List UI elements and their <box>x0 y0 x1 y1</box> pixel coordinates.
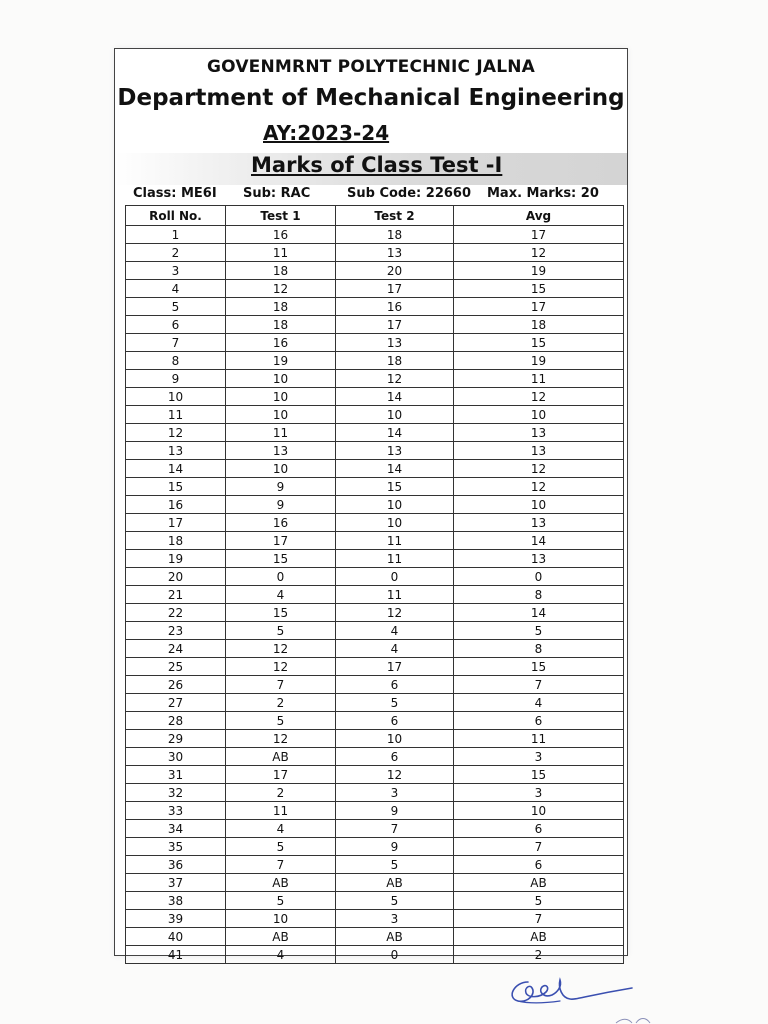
table-row <box>126 262 624 280</box>
max-marks-label: Max. Marks: 20 <box>487 186 599 201</box>
table-row <box>126 370 624 388</box>
test-1-cell: 7 <box>226 856 336 874</box>
table-row <box>126 766 624 784</box>
test-1-cell: 15 <box>226 604 336 622</box>
table-row <box>126 946 624 964</box>
test-1-cell: 12 <box>226 730 336 748</box>
test-2-cell: 4 <box>336 640 454 658</box>
marks-table <box>125 205 624 964</box>
avg-cell: 3 <box>454 748 624 766</box>
table-row <box>126 424 624 442</box>
test-title: Marks of Class Test -I <box>251 153 503 177</box>
table-row <box>126 676 624 694</box>
test-1-cell: 7 <box>226 676 336 694</box>
test-2-cell: 10 <box>336 496 454 514</box>
avg-cell: 17 <box>454 226 624 244</box>
subject-label: Sub: RAC <box>243 186 311 201</box>
avg-cell: 10 <box>454 496 624 514</box>
roll-no-cell: 30 <box>126 748 226 766</box>
test-1-cell: 4 <box>226 586 336 604</box>
test-1-cell: 15 <box>226 550 336 568</box>
table-row <box>126 316 624 334</box>
avg-cell: 11 <box>454 370 624 388</box>
test-1-cell: 5 <box>226 622 336 640</box>
avg-cell: 7 <box>454 838 624 856</box>
table-row <box>126 640 624 658</box>
test-1-cell: AB <box>226 748 336 766</box>
table-row <box>126 730 624 748</box>
test-1-cell: 12 <box>226 640 336 658</box>
table-row <box>126 352 624 370</box>
roll-no-cell: 10 <box>126 388 226 406</box>
test-1-cell: AB <box>226 928 336 946</box>
test-2-cell: 6 <box>336 748 454 766</box>
roll-no-cell: 2 <box>126 244 226 262</box>
roll-no-cell: 25 <box>126 658 226 676</box>
test-2-cell: 4 <box>336 622 454 640</box>
avg-cell: 18 <box>454 316 624 334</box>
test-2-cell: 13 <box>336 442 454 460</box>
table-row <box>126 658 624 676</box>
test-2-cell: 3 <box>336 784 454 802</box>
avg-cell: 12 <box>454 388 624 406</box>
avg-cell: 11 <box>454 730 624 748</box>
test-2-cell: 11 <box>336 550 454 568</box>
roll-no-cell: 27 <box>126 694 226 712</box>
test-1-cell: AB <box>226 874 336 892</box>
test-1-cell: 12 <box>226 658 336 676</box>
table-row <box>126 928 624 946</box>
avg-cell: 13 <box>454 550 624 568</box>
test-2-cell: 17 <box>336 316 454 334</box>
meta-row <box>115 183 627 205</box>
roll-no-cell: 24 <box>126 640 226 658</box>
table-row <box>126 820 624 838</box>
test-1-cell: 2 <box>226 694 336 712</box>
roll-no-cell: 7 <box>126 334 226 352</box>
test-2-cell: 9 <box>336 802 454 820</box>
test-2-cell: 18 <box>336 352 454 370</box>
avg-cell: 8 <box>454 640 624 658</box>
roll-no-cell: 5 <box>126 298 226 316</box>
avg-cell: 7 <box>454 676 624 694</box>
department-title: Department of Mechanical Engineering <box>117 85 625 111</box>
test-1-cell: 10 <box>226 460 336 478</box>
table-row <box>126 298 624 316</box>
avg-cell: 14 <box>454 532 624 550</box>
avg-cell: 15 <box>454 280 624 298</box>
table-row <box>126 622 624 640</box>
test-2-cell: 11 <box>336 532 454 550</box>
test-1-cell: 13 <box>226 442 336 460</box>
test-2-cell: 3 <box>336 910 454 928</box>
table-row <box>126 802 624 820</box>
table-row <box>126 604 624 622</box>
test-2-cell: 16 <box>336 298 454 316</box>
table-row <box>126 712 624 730</box>
test-1-cell: 16 <box>226 514 336 532</box>
roll-no-cell: 23 <box>126 622 226 640</box>
avg-cell: 8 <box>454 586 624 604</box>
table-row <box>126 586 624 604</box>
avg-cell: 6 <box>454 856 624 874</box>
avg-cell: 7 <box>454 910 624 928</box>
table-row <box>126 532 624 550</box>
test-2-cell: 5 <box>336 694 454 712</box>
avg-cell: 15 <box>454 658 624 676</box>
roll-no-cell: 16 <box>126 496 226 514</box>
test-2-cell: 7 <box>336 820 454 838</box>
column-header-test-1: Test 1 <box>226 206 336 226</box>
test-2-cell: 14 <box>336 424 454 442</box>
test-1-cell: 16 <box>226 334 336 352</box>
column-header-roll-no: Roll No. <box>126 206 226 226</box>
test-1-cell: 18 <box>226 316 336 334</box>
avg-cell: AB <box>454 874 624 892</box>
test-1-cell: 10 <box>226 388 336 406</box>
scan-mark <box>612 1014 652 1024</box>
marks-sheet <box>114 48 628 962</box>
test-2-cell: 6 <box>336 676 454 694</box>
roll-no-cell: 32 <box>126 784 226 802</box>
avg-cell: AB <box>454 928 624 946</box>
avg-cell: 19 <box>454 262 624 280</box>
test-1-cell: 4 <box>226 820 336 838</box>
avg-cell: 13 <box>454 514 624 532</box>
test-1-cell: 10 <box>226 370 336 388</box>
table-row <box>126 838 624 856</box>
roll-no-cell: 11 <box>126 406 226 424</box>
avg-cell: 10 <box>454 406 624 424</box>
table-header-row <box>126 206 624 226</box>
test-2-cell: 10 <box>336 406 454 424</box>
roll-no-cell: 34 <box>126 820 226 838</box>
test-1-cell: 0 <box>226 568 336 586</box>
test-1-cell: 11 <box>226 244 336 262</box>
academic-year: AY:2023-24 <box>263 121 390 145</box>
avg-cell: 13 <box>454 442 624 460</box>
test-2-cell: 11 <box>336 586 454 604</box>
table-row <box>126 784 624 802</box>
avg-cell: 15 <box>454 766 624 784</box>
test-1-cell: 17 <box>226 532 336 550</box>
table-row <box>126 244 624 262</box>
test-2-cell: 18 <box>336 226 454 244</box>
roll-no-cell: 21 <box>126 586 226 604</box>
avg-cell: 3 <box>454 784 624 802</box>
test-2-cell: 9 <box>336 838 454 856</box>
test-2-cell: 14 <box>336 460 454 478</box>
test-2-cell: 0 <box>336 946 454 964</box>
avg-cell: 15 <box>454 334 624 352</box>
test-2-cell: 15 <box>336 478 454 496</box>
class-label: Class: ME6I <box>133 186 217 201</box>
table-row <box>126 892 624 910</box>
table-row <box>126 910 624 928</box>
avg-cell: 10 <box>454 802 624 820</box>
test-2-cell: 17 <box>336 280 454 298</box>
subject-code-label: Sub Code: 22660 <box>347 186 471 201</box>
avg-cell: 4 <box>454 694 624 712</box>
test-1-cell: 5 <box>226 838 336 856</box>
marks-table-body <box>126 226 624 964</box>
test-1-cell: 2 <box>226 784 336 802</box>
roll-no-cell: 29 <box>126 730 226 748</box>
roll-no-cell: 33 <box>126 802 226 820</box>
roll-no-cell: 19 <box>126 550 226 568</box>
test-1-cell: 11 <box>226 424 336 442</box>
signature <box>500 968 640 1012</box>
table-row <box>126 388 624 406</box>
roll-no-cell: 39 <box>126 910 226 928</box>
roll-no-cell: 35 <box>126 838 226 856</box>
institute-name: GOVENMRNT POLYTECHNIC JALNA <box>206 57 536 77</box>
roll-no-cell: 4 <box>126 280 226 298</box>
test-1-cell: 18 <box>226 262 336 280</box>
test-2-cell: 12 <box>336 370 454 388</box>
table-row <box>126 460 624 478</box>
avg-cell: 2 <box>454 946 624 964</box>
avg-cell: 0 <box>454 568 624 586</box>
roll-no-cell: 20 <box>126 568 226 586</box>
roll-no-cell: 41 <box>126 946 226 964</box>
roll-no-cell: 28 <box>126 712 226 730</box>
table-row <box>126 694 624 712</box>
test-1-cell: 4 <box>226 946 336 964</box>
table-row <box>126 748 624 766</box>
table-row <box>126 874 624 892</box>
avg-cell: 5 <box>454 622 624 640</box>
roll-no-cell: 15 <box>126 478 226 496</box>
roll-no-cell: 22 <box>126 604 226 622</box>
table-row <box>126 280 624 298</box>
avg-cell: 14 <box>454 604 624 622</box>
table-row <box>126 442 624 460</box>
test-2-cell: 14 <box>336 388 454 406</box>
roll-no-cell: 6 <box>126 316 226 334</box>
roll-no-cell: 14 <box>126 460 226 478</box>
test-1-cell: 5 <box>226 712 336 730</box>
test-1-cell: 18 <box>226 298 336 316</box>
table-row <box>126 514 624 532</box>
test-2-cell: AB <box>336 928 454 946</box>
test-2-cell: 6 <box>336 712 454 730</box>
test-1-cell: 9 <box>226 478 336 496</box>
avg-cell: 6 <box>454 712 624 730</box>
test-2-cell: 13 <box>336 244 454 262</box>
table-row <box>126 334 624 352</box>
test-2-cell: 13 <box>336 334 454 352</box>
avg-cell: 13 <box>454 424 624 442</box>
test-2-cell: 0 <box>336 568 454 586</box>
roll-no-cell: 40 <box>126 928 226 946</box>
table-row <box>126 406 624 424</box>
roll-no-cell: 17 <box>126 514 226 532</box>
test-2-cell: AB <box>336 874 454 892</box>
roll-no-cell: 9 <box>126 370 226 388</box>
test-1-cell: 17 <box>226 766 336 784</box>
avg-cell: 6 <box>454 820 624 838</box>
roll-no-cell: 26 <box>126 676 226 694</box>
test-2-cell: 10 <box>336 514 454 532</box>
test-1-cell: 19 <box>226 352 336 370</box>
roll-no-cell: 12 <box>126 424 226 442</box>
avg-cell: 12 <box>454 244 624 262</box>
table-row <box>126 568 624 586</box>
test-1-cell: 12 <box>226 280 336 298</box>
test-1-cell: 11 <box>226 802 336 820</box>
avg-cell: 5 <box>454 892 624 910</box>
table-row <box>126 478 624 496</box>
table-row <box>126 856 624 874</box>
roll-no-cell: 36 <box>126 856 226 874</box>
roll-no-cell: 13 <box>126 442 226 460</box>
roll-no-cell: 8 <box>126 352 226 370</box>
test-2-cell: 5 <box>336 892 454 910</box>
test-1-cell: 5 <box>226 892 336 910</box>
roll-no-cell: 3 <box>126 262 226 280</box>
test-2-cell: 10 <box>336 730 454 748</box>
test-2-cell: 5 <box>336 856 454 874</box>
table-row <box>126 226 624 244</box>
column-header-test-2: Test 2 <box>336 206 454 226</box>
roll-no-cell: 18 <box>126 532 226 550</box>
test-1-cell: 9 <box>226 496 336 514</box>
table-row <box>126 496 624 514</box>
roll-no-cell: 1 <box>126 226 226 244</box>
test-2-cell: 12 <box>336 766 454 784</box>
roll-no-cell: 37 <box>126 874 226 892</box>
test-2-cell: 17 <box>336 658 454 676</box>
table-row <box>126 550 624 568</box>
avg-cell: 12 <box>454 460 624 478</box>
test-1-cell: 16 <box>226 226 336 244</box>
avg-cell: 19 <box>454 352 624 370</box>
test-2-cell: 12 <box>336 604 454 622</box>
column-header-avg: Avg <box>454 206 624 226</box>
avg-cell: 12 <box>454 478 624 496</box>
test-2-cell: 20 <box>336 262 454 280</box>
test-1-cell: 10 <box>226 406 336 424</box>
avg-cell: 17 <box>454 298 624 316</box>
roll-no-cell: 38 <box>126 892 226 910</box>
roll-no-cell: 31 <box>126 766 226 784</box>
test-1-cell: 10 <box>226 910 336 928</box>
